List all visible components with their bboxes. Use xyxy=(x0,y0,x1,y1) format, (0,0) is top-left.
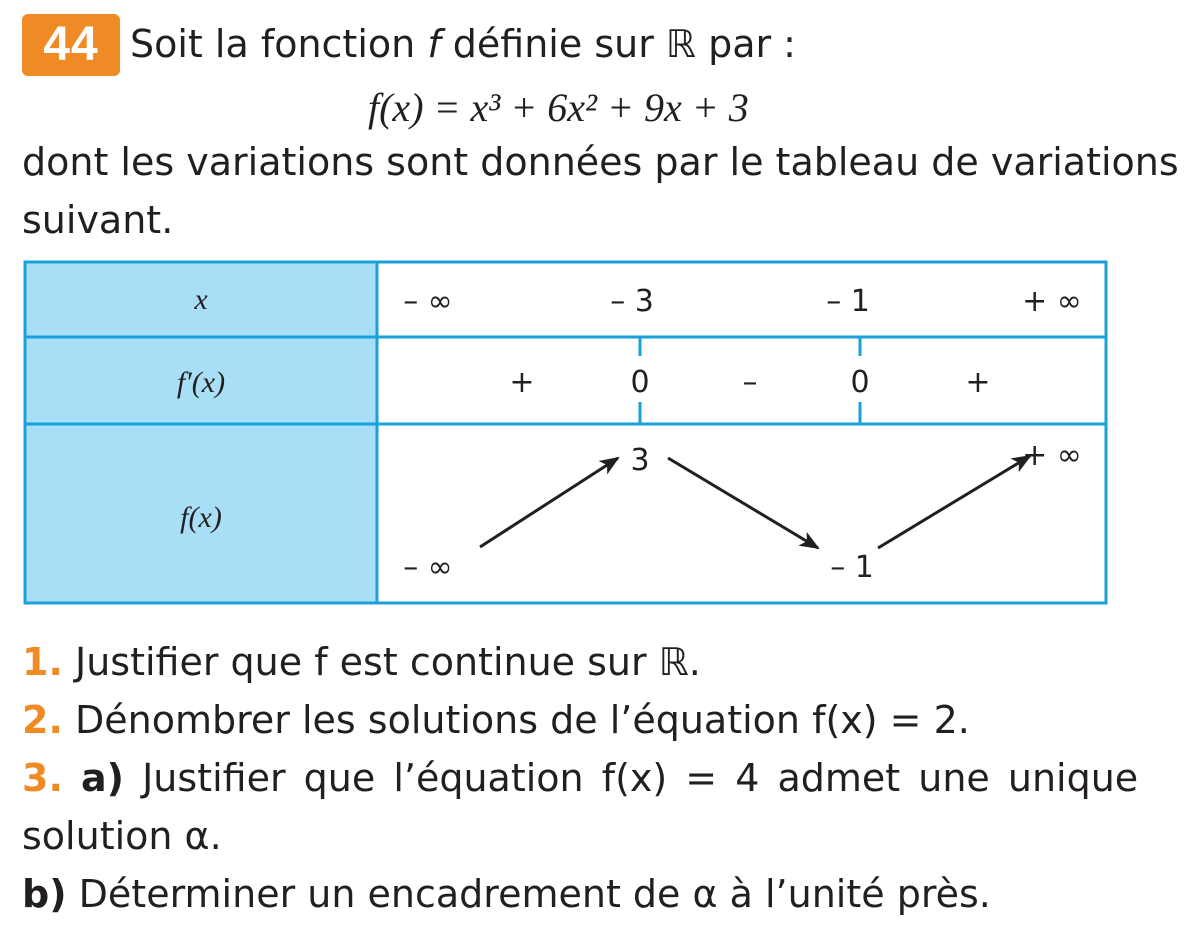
intro-line-2: dont les variations sont données par le tableau de variations xyxy=(22,140,1179,184)
x-value-minus-infinity: – ∞ xyxy=(403,284,453,319)
exercise-number-badge: 44 xyxy=(22,14,120,76)
f-value-max: 3 xyxy=(630,443,650,478)
f-value-minus-infinity: – ∞ xyxy=(403,550,453,585)
intro-function-name: f xyxy=(427,22,441,66)
row-label-fprime: f′(x) xyxy=(176,366,226,399)
formula: f(x) = x³ + 6x² + 9x + 3 xyxy=(368,85,749,130)
question-2 xyxy=(22,698,970,742)
sign-plus-2: + xyxy=(965,365,991,400)
x-value-minus-3: – 3 xyxy=(610,284,654,319)
sign-zero-1: 0 xyxy=(630,365,650,400)
question-1-number: 1. xyxy=(22,640,63,684)
question-3a-label: a) xyxy=(80,756,124,800)
question-1-text: Justifier que f est continue sur ℝ. xyxy=(74,640,701,684)
decreasing-arrow xyxy=(668,458,818,548)
question-2-number: 2. xyxy=(22,698,63,742)
row-label-f: f(x) xyxy=(180,501,222,534)
intro-text-b: définie sur ℝ par : xyxy=(440,22,796,66)
question-3a-continued: solution α. xyxy=(22,814,222,858)
sign-zero-2: 0 xyxy=(850,365,870,400)
x-value-minus-1: – 1 xyxy=(826,284,870,319)
question-3b-text: Déterminer un encadrement de α à l’unité près. xyxy=(78,872,991,916)
increasing-arrow-1 xyxy=(480,458,618,547)
question-3a xyxy=(22,756,1138,800)
sign-minus: – xyxy=(742,365,758,400)
increasing-arrow-2 xyxy=(878,456,1030,548)
question-3b xyxy=(22,872,991,916)
intro-text-a: Soit la fonction xyxy=(130,22,428,66)
intro-line-3: suivant. xyxy=(22,198,174,242)
sign-plus-1: + xyxy=(509,365,535,400)
question-1 xyxy=(22,640,701,684)
x-value-plus-infinity: + ∞ xyxy=(1022,284,1082,319)
row-label-x: x xyxy=(194,283,208,316)
f-value-min: – 1 xyxy=(830,550,874,585)
question-3a-text: Justifier que l’équation f(x) = 4 admet une unique xyxy=(142,756,1139,800)
question-2-text: Dénombrer les solutions de l’équation f(x) = 2. xyxy=(74,698,970,742)
f-value-plus-infinity: + ∞ xyxy=(1022,438,1082,473)
question-3-number: 3. xyxy=(22,756,63,800)
question-3b-label: b) xyxy=(22,872,67,916)
